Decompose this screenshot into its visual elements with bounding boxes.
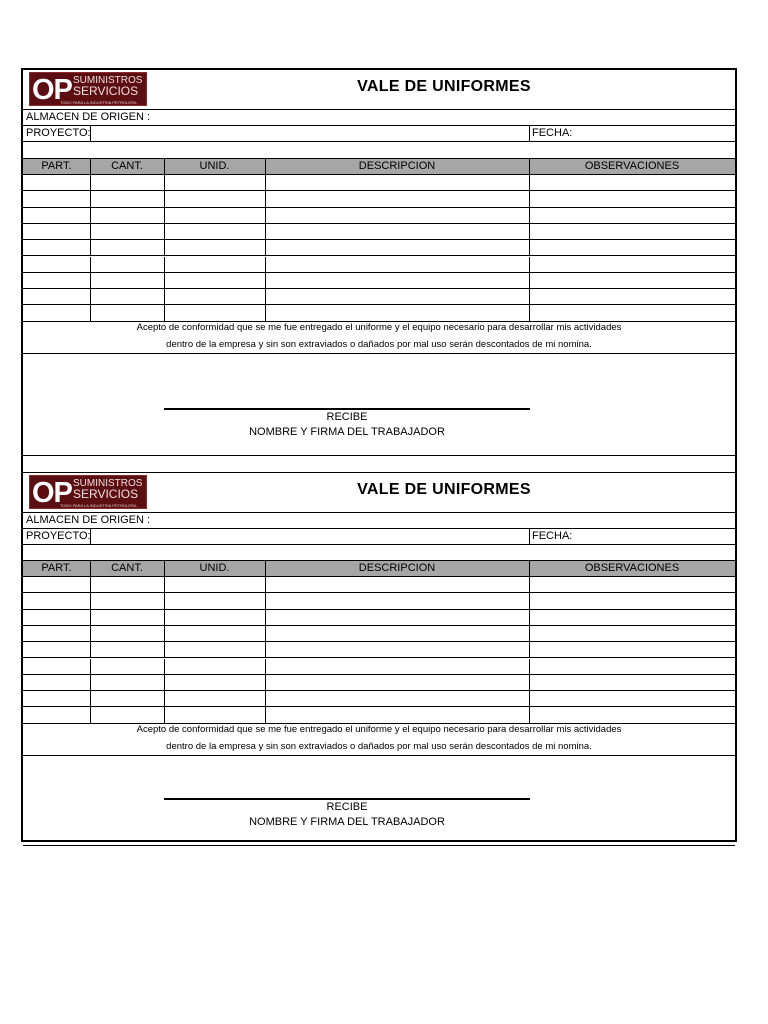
cell-divider — [529, 224, 530, 239]
cell-divider — [265, 175, 266, 190]
item-row[interactable] — [23, 224, 735, 240]
signature-role: RECIBE — [326, 410, 368, 423]
item-row[interactable] — [23, 675, 735, 691]
cell-divider — [90, 240, 91, 255]
cell-divider — [265, 208, 266, 223]
item-row[interactable] — [23, 257, 735, 273]
cell-divider — [529, 257, 530, 272]
cell-divider — [90, 593, 91, 608]
item-row[interactable] — [23, 240, 735, 256]
cell-divider — [90, 289, 91, 304]
items-table-header — [23, 561, 735, 577]
cell-divider — [265, 659, 266, 674]
item-row[interactable] — [23, 691, 735, 707]
cell-divider — [90, 707, 91, 722]
cell-divider — [90, 175, 91, 190]
item-row[interactable] — [23, 191, 735, 207]
cell-divider — [529, 675, 530, 690]
almacen-row[interactable] — [23, 110, 735, 126]
cell-divider — [164, 707, 165, 722]
item-row[interactable] — [23, 626, 735, 642]
cell-divider — [265, 593, 266, 608]
cell-divider — [90, 626, 91, 641]
cell-divider — [90, 659, 91, 674]
cell-divider — [265, 305, 266, 320]
cell-divider — [265, 289, 266, 304]
cell-divider — [529, 691, 530, 706]
col-descripcion-header: DESCRIPCION — [358, 562, 436, 574]
item-row[interactable] — [23, 273, 735, 289]
logo-op-text: OP — [32, 477, 72, 509]
col-unid-header: UNID. — [199, 160, 230, 172]
col-cant-header: CANT. — [111, 562, 143, 574]
proyecto-divider — [90, 529, 91, 544]
signature-caption: NOMBRE Y FIRMA DEL TRABAJADOR — [249, 425, 445, 438]
cell-divider — [164, 691, 165, 706]
cell-divider — [164, 224, 165, 239]
cell-divider — [164, 577, 165, 592]
spacer-row — [23, 142, 735, 159]
cell-divider — [164, 626, 165, 641]
cell-divider — [164, 208, 165, 223]
logo-servicios-text: SERVICIOS — [73, 487, 139, 501]
cell-divider — [164, 191, 165, 206]
cell-divider — [90, 610, 91, 625]
cell-divider — [529, 610, 530, 625]
cell-divider — [164, 659, 165, 674]
cell-divider — [265, 707, 266, 722]
item-row[interactable] — [23, 642, 735, 658]
cell-divider — [90, 273, 91, 288]
spacer-row — [23, 545, 735, 561]
conformity-line-2: dentro de la empresa y sin son extraviados o dañados por mal uso serán descontados de mi nomina. — [166, 740, 592, 752]
logo-suministros-text: SUMINISTROS — [73, 75, 143, 86]
signature-role: RECIBE — [326, 800, 368, 813]
cell-divider — [529, 305, 530, 320]
cell-divider — [90, 208, 91, 223]
cell-divider — [164, 610, 165, 625]
item-row[interactable] — [23, 577, 735, 593]
col-observaciones-header: OBSERVACIONES — [584, 160, 680, 172]
cell-divider — [164, 240, 165, 255]
cell-divider — [265, 626, 266, 641]
cell-divider — [529, 707, 530, 722]
cell-divider — [529, 642, 530, 657]
cell-divider — [265, 691, 266, 706]
cell-divider — [90, 191, 91, 206]
item-row[interactable] — [23, 593, 735, 609]
fecha-label: FECHA: — [532, 530, 573, 542]
item-row[interactable] — [23, 659, 735, 675]
cell-divider — [164, 675, 165, 690]
cell-divider — [90, 691, 91, 706]
almacen-row[interactable] — [23, 513, 735, 529]
fecha-label: FECHA: — [532, 127, 573, 139]
cell-divider — [90, 257, 91, 272]
col-cant-header: CANT. — [111, 160, 143, 172]
cell-divider — [265, 273, 266, 288]
cell-divider — [265, 610, 266, 625]
cell-divider — [529, 175, 530, 190]
cell-divider — [164, 642, 165, 657]
spacer-row — [23, 456, 735, 473]
item-row[interactable] — [23, 610, 735, 626]
cell-divider — [164, 175, 165, 190]
conformity-line-1: Acepto de conformidad que se me fue entregado el uniforme y el equipo necesario para desarrollar mis actividades — [136, 723, 622, 735]
voucher-header — [23, 70, 735, 110]
conformity-line-1: Acepto de conformidad que se me fue entregado el uniforme y el equipo necesario para desarrollar mis actividades — [136, 321, 622, 333]
col-unid-header: UNID. — [199, 562, 230, 574]
cell-divider — [529, 240, 530, 255]
cell-divider — [529, 626, 530, 641]
conformity-block — [23, 724, 735, 756]
proyecto-row — [23, 126, 735, 142]
cell-divider — [529, 289, 530, 304]
col-descripcion-header: DESCRIPCION — [358, 160, 436, 172]
cell-divider — [90, 642, 91, 657]
signature-block — [23, 354, 735, 456]
cell-divider — [529, 191, 530, 206]
logo-tagline-text: TODO PARA LA INDUSTRIA PETROLERA — [60, 503, 137, 508]
company-logo — [29, 475, 147, 509]
item-row[interactable] — [23, 289, 735, 305]
conformity-line-2: dentro de la empresa y sin son extraviados o dañados por mal uso serán descontados de mi nomina. — [166, 338, 592, 350]
item-row[interactable] — [23, 208, 735, 224]
proyecto-divider — [90, 126, 91, 141]
company-logo — [29, 72, 147, 106]
voucher-title: VALE DE UNIFORMES — [357, 78, 531, 95]
cell-divider — [265, 257, 266, 272]
proyecto-label: PROYECTO: — [26, 127, 91, 139]
cell-divider — [265, 191, 266, 206]
conformity-block — [23, 322, 735, 354]
cell-divider — [164, 289, 165, 304]
fecha-divider — [529, 529, 530, 544]
item-row[interactable] — [23, 175, 735, 191]
cell-divider — [265, 224, 266, 239]
cell-divider — [90, 224, 91, 239]
cell-divider — [529, 577, 530, 592]
almacen-label: ALMACEN DE ORIGEN : — [26, 514, 151, 526]
cell-divider — [265, 577, 266, 592]
cell-divider — [164, 273, 165, 288]
logo-op-text: OP — [32, 74, 72, 106]
cell-divider — [164, 305, 165, 320]
fecha-divider — [529, 126, 530, 141]
voucher-title: VALE DE UNIFORMES — [357, 481, 531, 498]
cell-divider — [265, 675, 266, 690]
cell-divider — [265, 240, 266, 255]
cell-divider — [164, 593, 165, 608]
cell-divider — [164, 257, 165, 272]
cell-divider — [529, 273, 530, 288]
proyecto-label: PROYECTO: — [26, 530, 91, 542]
proyecto-row — [23, 529, 735, 545]
col-observaciones-header: OBSERVACIONES — [584, 562, 680, 574]
voucher-header — [23, 473, 735, 513]
col-part-header: PART. — [41, 562, 72, 574]
cell-divider — [90, 577, 91, 592]
items-table-header — [23, 159, 735, 175]
cell-divider — [265, 642, 266, 657]
logo-tagline-text: TODO PARA LA INDUSTRIA PETROLERA — [60, 100, 137, 105]
signature-block — [23, 756, 735, 846]
cell-divider — [90, 305, 91, 320]
cell-divider — [529, 659, 530, 674]
logo-suministros-text: SUMINISTROS — [73, 478, 143, 489]
almacen-label: ALMACEN DE ORIGEN : — [26, 111, 151, 123]
signature-caption: NOMBRE Y FIRMA DEL TRABAJADOR — [249, 815, 445, 828]
cell-divider — [529, 208, 530, 223]
cell-divider — [90, 675, 91, 690]
col-part-header: PART. — [41, 160, 72, 172]
logo-servicios-text: SERVICIOS — [73, 84, 139, 98]
cell-divider — [529, 593, 530, 608]
uniform-voucher-sheet — [21, 68, 737, 842]
